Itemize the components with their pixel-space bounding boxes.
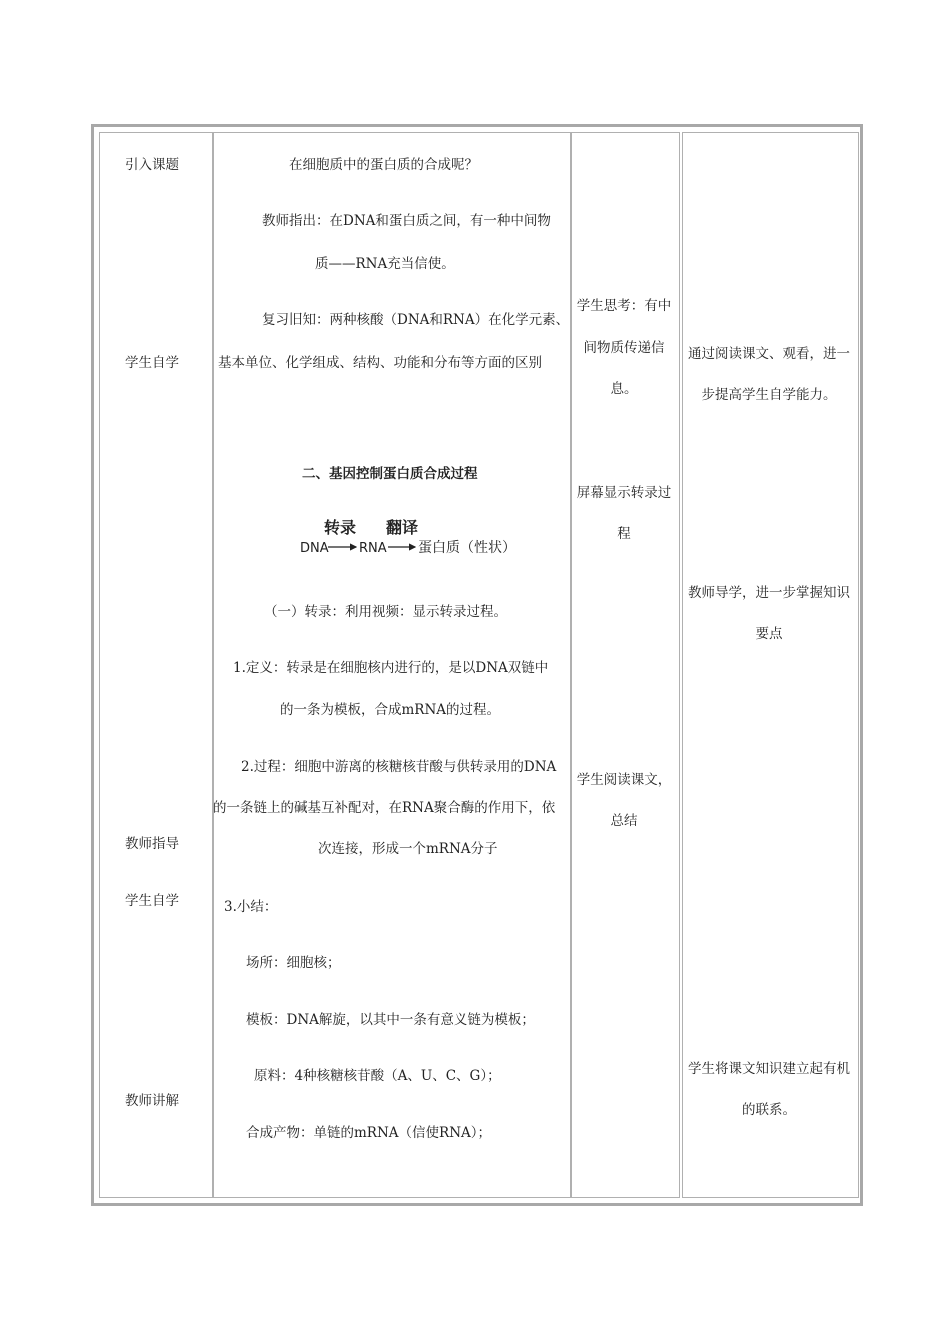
review-line-2: 基本单位、化学组成、结构、功能和分布等方面的区别 [218, 355, 542, 371]
teacher-point-line-2: 质——RNA充当信使。 [315, 256, 455, 272]
activity-think-line-2: 间物质传递信 [583, 340, 665, 356]
column-design-intent [682, 132, 859, 1198]
summary-place: 场所：细胞核； [246, 955, 341, 971]
process-line-3: 次连接，形成一个mRNA分子 [318, 841, 498, 857]
intent-link-line-2: 的联系。 [742, 1102, 796, 1118]
teacher-point-line-1: 教师指出：在DNA和蛋白质之间，有一种中间物 [262, 213, 551, 229]
activity-screen-line-2: 程 [617, 526, 631, 542]
review-line-1: 复习旧知：两种核酸（DNA和RNA）在化学元素、 [262, 312, 570, 328]
question-line: 在细胞质中的蛋白质的合成呢？ [289, 157, 478, 173]
stage-self-study: 学生自学 [125, 355, 179, 371]
intent-goal-line-1: 通过阅读课文、观看，进一 [688, 346, 850, 362]
transcription-flow-diagram [296, 516, 536, 560]
process-line-2: 的一条链上的碱基互补配对，在RNA聚合酶的作用下，依 [213, 800, 556, 816]
activity-read-line-1: 学生阅读课文， [576, 772, 672, 788]
summary-material: 原料：4种核糖核苷酸（A、U、C、G）； [254, 1068, 501, 1084]
stage-teacher-guide: 教师指导 [125, 836, 179, 852]
node-protein: 蛋白质（性状） [418, 540, 516, 556]
definition-line-2: 的一条为模板，合成mRNA的过程。 [280, 702, 501, 718]
label-transcription: 转录 [324, 518, 357, 537]
activity-think-line-1: 学生思考：有中 [576, 298, 672, 314]
activity-read-line-2: 总结 [610, 813, 638, 829]
section-title: 二、基因控制蛋白质合成过程 [302, 466, 478, 482]
sub-title-transcription: （一）转录：利用视频：显示转录过程。 [264, 604, 507, 620]
intent-goal-line-2: 步提高学生自学能力。 [701, 387, 837, 403]
stage-intro: 引入课题 [125, 157, 179, 173]
column-student-activity [571, 132, 680, 1198]
summary-product: 合成产物：单链的mRNA（信使RNA）； [246, 1125, 492, 1141]
summary-template: 模板：DNA解旋，以其中一条有意义链为模板； [246, 1012, 535, 1028]
activity-screen-line-1: 屏幕显示转录过 [576, 485, 672, 501]
node-rna: RNA [359, 541, 387, 556]
label-translation: 翻译 [386, 518, 419, 537]
intent-guide-line-2: 要点 [755, 626, 783, 642]
process-line-1: 2.过程：细胞中游离的核糖核苷酸与供转录用的DNA [241, 759, 557, 775]
intent-link-line-1: 学生将课文知识建立起有机 [688, 1061, 850, 1077]
stage-self-study-2: 学生自学 [125, 893, 179, 909]
summary-heading: 3.小结： [224, 899, 278, 915]
definition-line-1: 1.定义：转录是在细胞核内进行的，是以DNA双链中 [233, 660, 549, 676]
column-stage [99, 132, 213, 1198]
node-dna: DNA [300, 541, 329, 556]
stage-teacher-explain: 教师讲解 [125, 1093, 179, 1109]
intent-guide-line-1: 教师导学，进一步掌握知识 [688, 585, 850, 601]
activity-think-line-3: 息。 [610, 381, 638, 397]
